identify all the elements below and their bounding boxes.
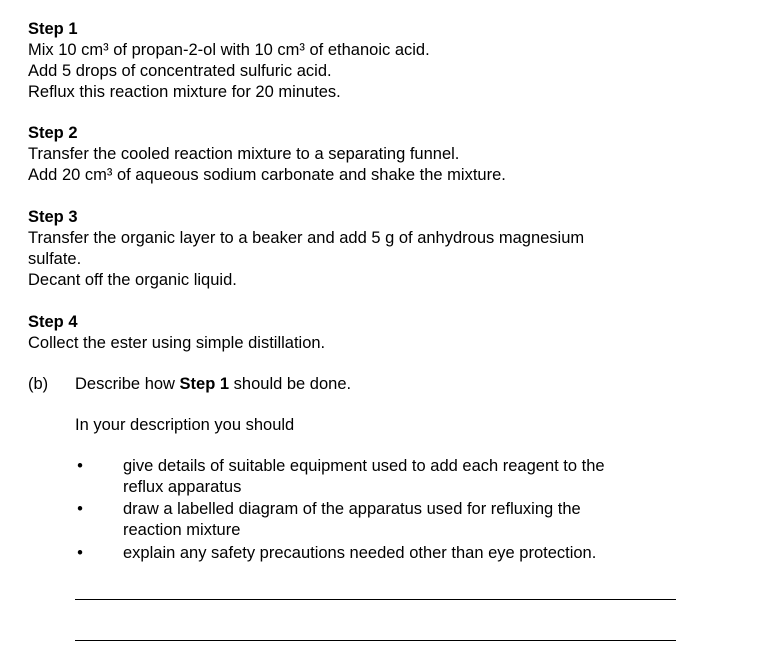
- step-3-block: [28, 207, 728, 291]
- requirement-item: [75, 543, 715, 564]
- question-instruction: In your description you should: [75, 416, 295, 434]
- bullet-icon: •: [77, 457, 83, 475]
- question-suffix: should be done.: [229, 375, 352, 393]
- requirement-1-line-2: reflux apparatus: [123, 478, 242, 496]
- step-4-title: Step 4: [28, 313, 78, 331]
- question-bold-step: Step 1: [179, 375, 230, 393]
- requirement-item: [75, 456, 715, 498]
- step-2-title: Step 2: [28, 124, 78, 142]
- question-prefix: Describe how: [75, 375, 180, 393]
- requirement-2-line-1: draw a labelled diagram of the apparatus used for refluxing the: [123, 500, 581, 518]
- answer-line[interactable]: [75, 640, 676, 641]
- step-3-line-3: Decant off the organic liquid.: [28, 271, 237, 289]
- step-1-line-1: Mix 10 cm³ of propan-2-ol with 10 cm³ of ethanoic acid.: [28, 41, 430, 59]
- requirement-1-line-1: give details of suitable equipment used to add each reagent to the: [123, 457, 605, 475]
- step-2-block: [28, 123, 728, 186]
- step-1-title: Step 1: [28, 20, 78, 38]
- step-2-line-2: Add 20 cm³ of aqueous sodium carbonate and shake the mixture.: [28, 166, 506, 184]
- requirement-item: [75, 499, 715, 541]
- step-3-line-1: Transfer the organic layer to a beaker and add 5 g of anhydrous magnesium: [28, 229, 585, 247]
- answer-line[interactable]: [75, 599, 676, 600]
- step-4-line-1: Collect the ester using simple distillation.: [28, 334, 326, 352]
- step-1-line-2: Add 5 drops of concentrated sulfuric acid.: [28, 62, 332, 80]
- step-3-line-2: sulfate.: [28, 250, 82, 268]
- question-part-b: [28, 374, 728, 395]
- step-4-block: [28, 312, 728, 354]
- step-1-block: [28, 19, 728, 103]
- requirement-3-line-1: explain any safety precautions needed other than eye protection.: [123, 544, 597, 562]
- bullet-icon: •: [77, 500, 83, 518]
- step-1-line-3: Reflux this reaction mixture for 20 minutes.: [28, 83, 341, 101]
- question-label: (b): [28, 375, 49, 393]
- bullet-icon: •: [77, 544, 83, 562]
- step-2-line-1: Transfer the cooled reaction mixture to a separating funnel.: [28, 145, 460, 163]
- step-3-title: Step 3: [28, 208, 78, 226]
- requirement-list: [75, 456, 715, 565]
- requirement-2-line-2: reaction mixture: [123, 521, 241, 539]
